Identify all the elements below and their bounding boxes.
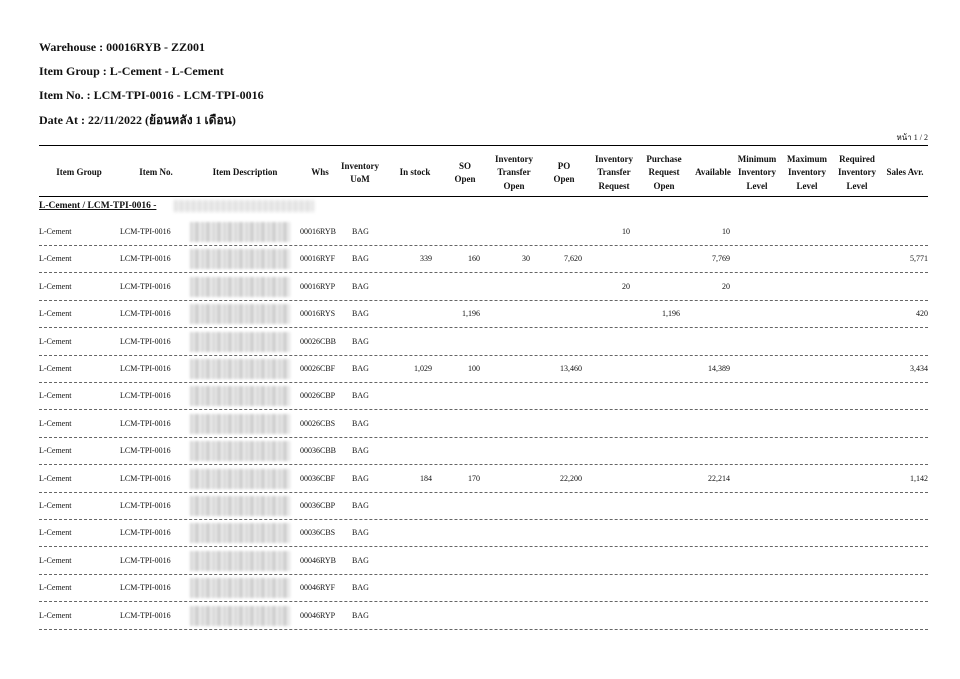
redacted-item-description — [190, 277, 290, 297]
table-top-rule — [39, 145, 928, 146]
cell-uom: BAG — [352, 254, 369, 264]
cell-whs: 00026CBB — [300, 336, 337, 346]
cell-so-open: 1,196 — [462, 309, 480, 319]
cell-in-stock: 1,029 — [414, 364, 432, 373]
row-separator — [39, 327, 928, 328]
column-header: Item No. — [139, 167, 173, 178]
column-header: Inventory Transfer Request — [595, 153, 633, 191]
cell-item-group: L-Cement — [39, 446, 72, 456]
redacted-item-description — [190, 222, 290, 242]
cell-item-no: LCM-TPI-0016 — [120, 528, 171, 538]
redacted-item-description — [190, 441, 290, 461]
cell-item-no: LCM-TPI-0016 — [120, 418, 171, 428]
cell-item-no: LCM-TPI-0016 — [120, 610, 171, 620]
table-row — [0, 527, 960, 541]
table-row — [0, 473, 960, 487]
cell-whs: 00036CBB — [300, 446, 337, 456]
cell-item-no: LCM-TPI-0016 — [120, 281, 171, 291]
column-header: Whs — [311, 167, 329, 178]
cell-item-group: L-Cement — [39, 336, 72, 346]
cell-whs: 00036CBF — [300, 473, 336, 483]
cell-available: 22,214 — [708, 473, 730, 483]
cell-item-no: LCM-TPI-0016 — [120, 364, 171, 373]
cell-po-open: 13,460 — [560, 364, 582, 373]
cell-uom: BAG — [352, 610, 369, 620]
cell-whs: 00036CBS — [300, 528, 336, 538]
cell-item-no: LCM-TPI-0016 — [120, 446, 171, 456]
redacted-item-description — [190, 578, 290, 598]
table-header-rule — [39, 196, 928, 197]
cell-item-group: L-Cement — [39, 281, 72, 291]
cell-so-open: 160 — [468, 254, 480, 264]
row-separator — [39, 629, 928, 630]
cell-item-no: LCM-TPI-0016 — [120, 336, 171, 346]
row-separator — [39, 492, 928, 493]
cell-inv-transfer-request: 10 — [622, 227, 630, 236]
table-row — [0, 500, 960, 514]
item-no-header: Item No. : LCM-TPI-0016 - LCM-TPI-0016 — [39, 88, 264, 102]
cell-item-no: LCM-TPI-0016 — [120, 227, 171, 236]
table-row — [0, 610, 960, 624]
cell-item-group: L-Cement — [39, 555, 72, 565]
cell-uom: BAG — [352, 309, 369, 319]
cell-sales-avr: 420 — [916, 309, 928, 319]
redacted-item-description — [190, 249, 290, 269]
cell-available: 14,389 — [708, 364, 730, 373]
column-header: Item Group — [56, 167, 102, 178]
redacted-item-description — [190, 386, 290, 406]
column-header: Required Inventory Level — [838, 153, 876, 191]
cell-item-group: L-Cement — [39, 583, 72, 593]
cell-uom: BAG — [352, 446, 369, 456]
redacted-item-description — [190, 304, 290, 324]
cell-available: 20 — [722, 281, 730, 291]
redacted-item-description — [190, 414, 290, 434]
row-separator — [39, 546, 928, 547]
row-separator — [39, 300, 928, 301]
cell-item-group: L-Cement — [39, 418, 72, 428]
column-header: Purchase Request Open — [646, 153, 682, 191]
cell-whs: 00036CBP — [300, 501, 336, 510]
table-row — [0, 336, 960, 350]
cell-whs: 00016RYB — [300, 227, 337, 236]
cell-inv-transfer-open: 30 — [522, 254, 530, 264]
cell-item-group: L-Cement — [39, 227, 72, 236]
cell-sales-avr: 3,434 — [910, 364, 928, 373]
cell-available: 10 — [722, 227, 730, 236]
column-header: Available — [695, 167, 731, 178]
cell-whs: 00046RYF — [300, 583, 336, 593]
table-row — [0, 226, 960, 240]
row-separator — [39, 574, 928, 575]
column-header: Inventory UoM — [341, 160, 379, 184]
row-separator — [39, 409, 928, 410]
item-group-header: Item Group : L-Cement - L-Cement — [39, 64, 224, 78]
cell-po-open: 22,200 — [560, 473, 582, 483]
cell-available: 7,769 — [712, 254, 730, 264]
table-row — [0, 445, 960, 459]
cell-whs: 00026CBP — [300, 391, 336, 401]
group-label: L-Cement / LCM-TPI-0016 - — [39, 201, 157, 211]
cell-item-group: L-Cement — [39, 309, 72, 319]
cell-item-no: LCM-TPI-0016 — [120, 473, 171, 483]
redacted-item-description — [190, 359, 290, 379]
row-separator — [39, 464, 928, 465]
column-header: In stock — [399, 167, 431, 178]
cell-uom: BAG — [352, 391, 369, 401]
cell-in-stock: 339 — [420, 254, 432, 264]
cell-uom: BAG — [352, 528, 369, 538]
cell-uom: BAG — [352, 227, 369, 236]
row-separator — [39, 382, 928, 383]
table-row — [0, 281, 960, 295]
cell-uom: BAG — [352, 555, 369, 565]
cell-whs: 00026CBF — [300, 364, 336, 373]
cell-item-group: L-Cement — [39, 254, 72, 264]
cell-uom: BAG — [352, 473, 369, 483]
redacted-item-description — [190, 523, 290, 543]
cell-in-stock: 184 — [420, 473, 432, 483]
date-header: Date At : 22/11/2022 (ย้อนหลัง 1 เดือน) — [39, 113, 236, 127]
redacted-item-description — [190, 469, 290, 489]
cell-sales-avr: 5,771 — [910, 254, 928, 264]
table-row — [0, 308, 960, 322]
cell-so-open: 100 — [468, 364, 480, 373]
column-header: PO Open — [553, 160, 575, 184]
cell-whs: 00016RYF — [300, 254, 336, 264]
column-header: Sales Avr. — [886, 167, 924, 178]
cell-uom: BAG — [352, 501, 369, 510]
table-row — [0, 253, 960, 267]
row-separator — [39, 245, 928, 246]
cell-so-open: 170 — [468, 473, 480, 483]
cell-item-no: LCM-TPI-0016 — [120, 309, 171, 319]
cell-whs: 00026CBS — [300, 418, 336, 428]
cell-item-group: L-Cement — [39, 364, 72, 373]
cell-uom: BAG — [352, 364, 369, 373]
cell-whs: 00046RYB — [300, 555, 337, 565]
table-row — [0, 555, 960, 569]
table-row — [0, 363, 960, 377]
cell-whs: 00016RYP — [300, 281, 336, 291]
redacted-group-description — [174, 200, 314, 212]
table-row — [0, 418, 960, 432]
row-separator — [39, 601, 928, 602]
column-header: Item Description — [212, 167, 278, 178]
redacted-item-description — [190, 496, 290, 516]
cell-item-group: L-Cement — [39, 391, 72, 401]
cell-item-no: LCM-TPI-0016 — [120, 501, 171, 510]
table-row — [0, 582, 960, 596]
column-header: Maximum Inventory Level — [787, 153, 827, 191]
cell-sales-avr: 1,142 — [910, 473, 928, 483]
warehouse-header: Warehouse : 00016RYB - ZZ001 — [39, 40, 206, 54]
column-header: Inventory Transfer Open — [495, 153, 533, 191]
cell-item-group: L-Cement — [39, 501, 72, 510]
page-number: หน้า 1 / 2 — [896, 133, 928, 142]
redacted-item-description — [190, 551, 290, 571]
redacted-item-description — [190, 606, 290, 626]
cell-uom: BAG — [352, 418, 369, 428]
cell-whs: 00046RYP — [300, 610, 336, 620]
cell-uom: BAG — [352, 336, 369, 346]
row-separator — [39, 355, 928, 356]
cell-item-group: L-Cement — [39, 610, 72, 620]
cell-po-open: 7,620 — [564, 254, 582, 264]
cell-purchase-request-open: 1,196 — [662, 309, 680, 319]
cell-uom: BAG — [352, 281, 369, 291]
cell-item-no: LCM-TPI-0016 — [120, 583, 171, 593]
row-separator — [39, 519, 928, 520]
cell-item-no: LCM-TPI-0016 — [120, 254, 171, 264]
cell-item-group: L-Cement — [39, 473, 72, 483]
row-separator — [39, 272, 928, 273]
cell-item-no: LCM-TPI-0016 — [120, 391, 171, 401]
cell-whs: 00016RYS — [300, 309, 336, 319]
cell-item-group: L-Cement — [39, 528, 72, 538]
cell-inv-transfer-request: 20 — [622, 281, 630, 291]
redacted-item-description — [190, 332, 290, 352]
column-header: SO Open — [454, 160, 476, 184]
table-row — [0, 390, 960, 404]
cell-item-no: LCM-TPI-0016 — [120, 555, 171, 565]
column-header: Minimum Inventory Level — [737, 153, 777, 191]
cell-uom: BAG — [352, 583, 369, 593]
row-separator — [39, 437, 928, 438]
